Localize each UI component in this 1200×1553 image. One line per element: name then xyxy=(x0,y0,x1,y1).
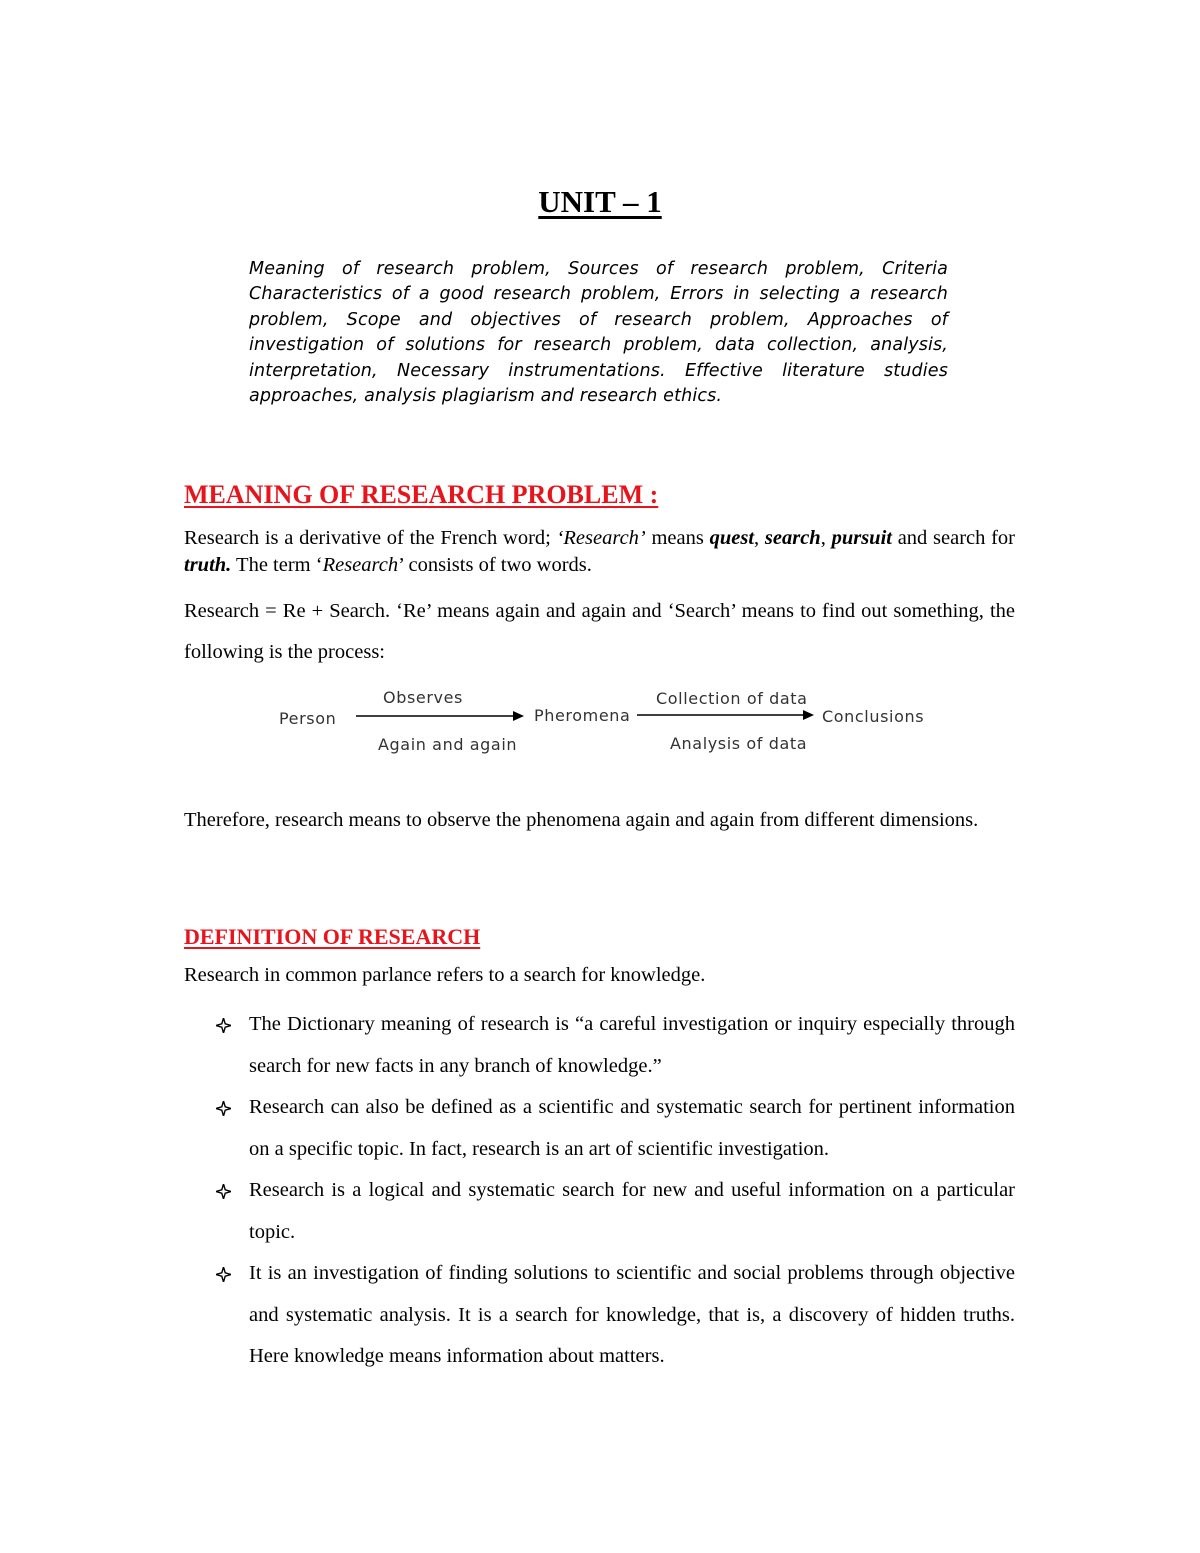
diagram-analysis: Analysis of data xyxy=(670,734,808,753)
unit-title: UNIT – 1 xyxy=(538,184,662,219)
diamond-bullet-icon xyxy=(216,1267,231,1282)
intro-text: ’ consists of two words. xyxy=(398,554,592,576)
intro-research-quoted: ‘Research’ xyxy=(556,527,646,549)
intro-text: means xyxy=(645,527,710,549)
list-item xyxy=(216,1170,1015,1253)
unit-syllabus: Meaning of research problem, Sources of research problem, Criteria Characteristics of a good research problem, Errors in selecting a research problem, Scope and objectives of research problem, Approaches of investigation of solutions for research problem, data collection, analysis, interpretation, Necessary instrumentations. Effective literature studies approaches, analysis plagiarism and research ethics. xyxy=(249,259,948,407)
diagram-conclusions: Conclusions xyxy=(822,707,925,726)
arrow-collection-icon xyxy=(637,709,817,721)
definition-list xyxy=(216,1004,1015,1378)
intro-research-term: Research xyxy=(322,554,399,576)
intro-text: , xyxy=(820,527,832,549)
diagram-again: Again and again xyxy=(378,735,518,754)
process-diagram xyxy=(270,682,950,762)
intro-text: and search for xyxy=(891,527,1016,549)
list-item xyxy=(216,1087,1015,1170)
diamond-bullet-icon xyxy=(216,1101,231,1116)
intro-paragraph xyxy=(184,525,1015,579)
intro-text: The term ‘ xyxy=(231,554,323,576)
list-item-text: It is an investigation of finding solutions to scientific and social problems through objective and systematic analysis. It is a search for knowledge, that is, a discovery of hidden truths. Here knowledge means information about matters. xyxy=(249,1262,1015,1367)
therefore-paragraph: Therefore, research means to observe the phenomena again and again from different dimensions. xyxy=(184,809,979,831)
definition-heading: DEFINITION OF RESEARCH xyxy=(184,924,481,949)
diagram-observes: Observes xyxy=(383,688,463,707)
diagram-phenomena: Pheromena xyxy=(534,706,631,725)
list-item xyxy=(216,1004,1015,1087)
list-item xyxy=(216,1253,1015,1378)
meaning-heading: MEANING OF RESEARCH PROBLEM : xyxy=(184,480,659,509)
diamond-bullet-icon xyxy=(216,1018,231,1033)
list-item-text: Research can also be defined as a scientific and systematic search for pertinent information on a specific topic. In fact, research is an art of scientific investigation. xyxy=(249,1096,1015,1160)
intro-text: Research is a derivative of the French word; xyxy=(184,527,557,549)
intro-text: , xyxy=(754,527,765,549)
intro-pursuit: pursuit xyxy=(831,527,892,549)
list-item-text: The Dictionary meaning of research is “a careful investigation or inquiry especially through search for new facts in any branch of knowledge.” xyxy=(249,1013,1015,1077)
intro-search: search xyxy=(764,527,821,549)
diamond-bullet-icon xyxy=(216,1184,231,1199)
intro-quest: quest xyxy=(709,527,755,549)
diagram-person: Person xyxy=(279,709,337,728)
formula-paragraph: Research = Re + Search. ‘Re’ means again and again and ‘Search’ means to find out something, the following is the process: xyxy=(184,600,1015,663)
arrow-observes-icon xyxy=(356,710,526,722)
list-item-text: Research is a logical and systematic search for new and useful information on a particular topic. xyxy=(249,1179,1015,1243)
intro-truth: truth. xyxy=(184,554,232,576)
diagram-collection: Collection of data xyxy=(656,689,808,708)
common-parlance-paragraph: Research in common parlance refers to a search for knowledge. xyxy=(184,964,706,986)
